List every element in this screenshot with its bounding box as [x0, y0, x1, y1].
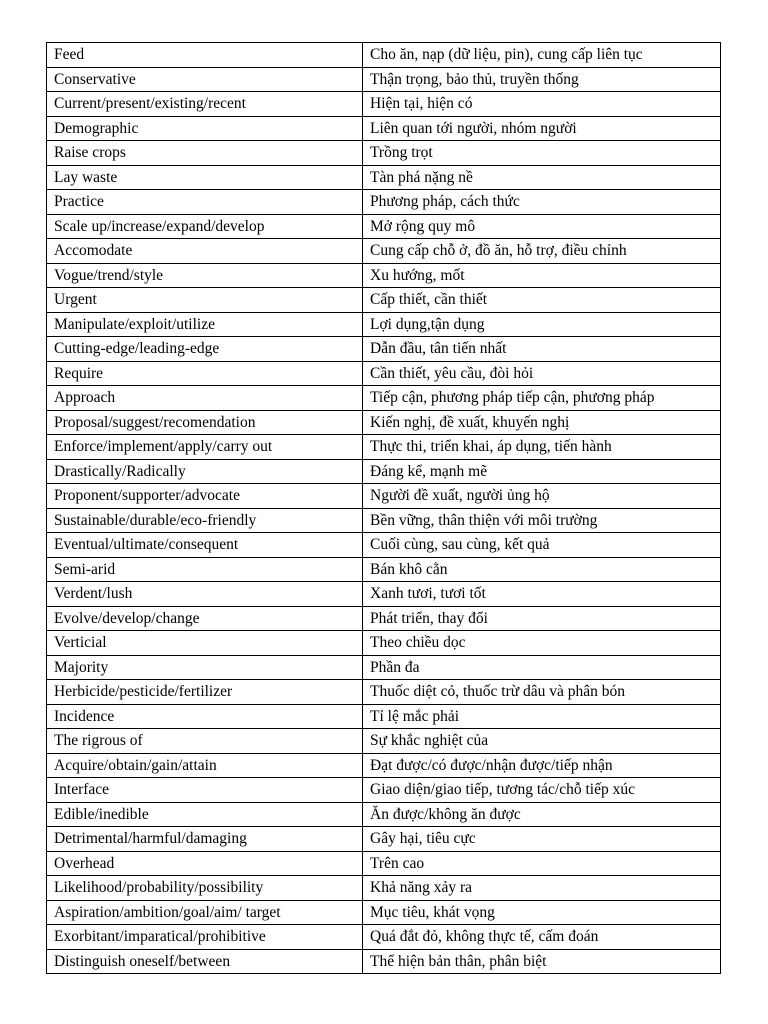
- table-row: [47, 949, 721, 974]
- vietnamese-meaning-cell: Thực thi, triển khai, áp dụng, tiến hành: [363, 435, 721, 460]
- table-row: [47, 214, 721, 239]
- table-row: [47, 263, 721, 288]
- vietnamese-meaning-cell: Trên cao: [363, 851, 721, 876]
- english-term-cell: Semi-arid: [47, 557, 363, 582]
- vietnamese-meaning-cell: Thận trọng, bảo thủ, truyền thống: [363, 67, 721, 92]
- vietnamese-meaning-cell: Cấp thiết, cần thiết: [363, 288, 721, 313]
- vietnamese-meaning-cell: Phát triển, thay đổi: [363, 606, 721, 631]
- table-row: [47, 67, 721, 92]
- english-term-cell: Urgent: [47, 288, 363, 313]
- english-term-cell: Likelihood/probability/possibility: [47, 876, 363, 901]
- vocabulary-table: [46, 42, 721, 974]
- english-term-cell: Lay waste: [47, 165, 363, 190]
- vietnamese-meaning-cell: Mục tiêu, khát vọng: [363, 900, 721, 925]
- table-row: [47, 606, 721, 631]
- english-term-cell: Edible/inedible: [47, 802, 363, 827]
- table-row: [47, 43, 721, 68]
- vietnamese-meaning-cell: Tàn phá nặng nề: [363, 165, 721, 190]
- vietnamese-meaning-cell: Đạt được/có được/nhận được/tiếp nhận: [363, 753, 721, 778]
- table-row: [47, 484, 721, 509]
- english-term-cell: Evolve/develop/change: [47, 606, 363, 631]
- vietnamese-meaning-cell: Cho ăn, nạp (dữ liệu, pin), cung cấp liên tục: [363, 43, 721, 68]
- vietnamese-meaning-cell: Phương pháp, cách thức: [363, 190, 721, 215]
- english-term-cell: The rigrous of: [47, 729, 363, 754]
- vietnamese-meaning-cell: Người đề xuất, người ủng hộ: [363, 484, 721, 509]
- english-term-cell: Proposal/suggest/recomendation: [47, 410, 363, 435]
- vietnamese-meaning-cell: Cung cấp chỗ ở, đồ ăn, hỗ trợ, điều chỉnh: [363, 239, 721, 264]
- english-term-cell: Interface: [47, 778, 363, 803]
- table-row: [47, 312, 721, 337]
- vietnamese-meaning-cell: Mở rộng quy mô: [363, 214, 721, 239]
- table-row: [47, 361, 721, 386]
- table-row: [47, 778, 721, 803]
- english-term-cell: Accomodate: [47, 239, 363, 264]
- table-row: [47, 851, 721, 876]
- english-term-cell: Verdent/lush: [47, 582, 363, 607]
- vietnamese-meaning-cell: Dẫn đầu, tân tiến nhất: [363, 337, 721, 362]
- english-term-cell: Vogue/trend/style: [47, 263, 363, 288]
- vietnamese-meaning-cell: Liên quan tới người, nhóm người: [363, 116, 721, 141]
- english-term-cell: Cutting-edge/leading-edge: [47, 337, 363, 362]
- english-term-cell: Raise crops: [47, 141, 363, 166]
- vietnamese-meaning-cell: Tỉ lệ mắc phải: [363, 704, 721, 729]
- vietnamese-meaning-cell: Trồng trọt: [363, 141, 721, 166]
- table-row: [47, 459, 721, 484]
- english-term-cell: Acquire/obtain/gain/attain: [47, 753, 363, 778]
- table-row: [47, 753, 721, 778]
- english-term-cell: Enforce/implement/apply/carry out: [47, 435, 363, 460]
- english-term-cell: Sustainable/durable/eco-friendly: [47, 508, 363, 533]
- table-row: [47, 876, 721, 901]
- vietnamese-meaning-cell: Ăn được/không ăn được: [363, 802, 721, 827]
- table-row: [47, 435, 721, 460]
- vietnamese-meaning-cell: Bền vững, thân thiện với môi trường: [363, 508, 721, 533]
- table-row: [47, 925, 721, 950]
- table-row: [47, 337, 721, 362]
- table-row: [47, 582, 721, 607]
- english-term-cell: Herbicide/pesticide/fertilizer: [47, 680, 363, 705]
- english-term-cell: Distinguish oneself/between: [47, 949, 363, 974]
- english-term-cell: Conservative: [47, 67, 363, 92]
- table-row: [47, 239, 721, 264]
- vietnamese-meaning-cell: Xanh tươi, tươi tốt: [363, 582, 721, 607]
- vietnamese-meaning-cell: Lợi dụng,tận dụng: [363, 312, 721, 337]
- english-term-cell: Scale up/increase/expand/develop: [47, 214, 363, 239]
- vietnamese-meaning-cell: Quá đắt đỏ, không thực tế, cấm đoán: [363, 925, 721, 950]
- vietnamese-meaning-cell: Kiến nghị, đề xuất, khuyến nghị: [363, 410, 721, 435]
- english-term-cell: Aspiration/ambition/goal/aim/ target: [47, 900, 363, 925]
- table-row: [47, 729, 721, 754]
- vietnamese-meaning-cell: Thuốc diệt cỏ, thuốc trừ dâu và phân bón: [363, 680, 721, 705]
- vietnamese-meaning-cell: Cần thiết, yêu cầu, đòi hỏi: [363, 361, 721, 386]
- english-term-cell: Eventual/ultimate/consequent: [47, 533, 363, 558]
- english-term-cell: Require: [47, 361, 363, 386]
- table-row: [47, 802, 721, 827]
- table-row: [47, 190, 721, 215]
- vietnamese-meaning-cell: Đáng kể, mạnh mẽ: [363, 459, 721, 484]
- vocabulary-table-body: [47, 43, 721, 974]
- vietnamese-meaning-cell: Cuối cùng, sau cùng, kết quả: [363, 533, 721, 558]
- table-row: [47, 631, 721, 656]
- english-term-cell: Demographic: [47, 116, 363, 141]
- english-term-cell: Detrimental/harmful/damaging: [47, 827, 363, 852]
- table-row: [47, 288, 721, 313]
- table-row: [47, 557, 721, 582]
- vietnamese-meaning-cell: Tiếp cận, phương pháp tiếp cận, phương pháp: [363, 386, 721, 411]
- english-term-cell: Exorbitant/imparatical/prohibitive: [47, 925, 363, 950]
- vietnamese-meaning-cell: Hiện tại, hiện có: [363, 92, 721, 117]
- table-row: [47, 704, 721, 729]
- vietnamese-meaning-cell: Khả năng xảy ra: [363, 876, 721, 901]
- table-row: [47, 680, 721, 705]
- english-term-cell: Current/present/existing/recent: [47, 92, 363, 117]
- english-term-cell: Majority: [47, 655, 363, 680]
- vietnamese-meaning-cell: Bán khô cằn: [363, 557, 721, 582]
- vietnamese-meaning-cell: Theo chiều dọc: [363, 631, 721, 656]
- english-term-cell: Incidence: [47, 704, 363, 729]
- table-row: [47, 900, 721, 925]
- vietnamese-meaning-cell: Gây hại, tiêu cực: [363, 827, 721, 852]
- table-row: [47, 386, 721, 411]
- table-row: [47, 410, 721, 435]
- vietnamese-meaning-cell: Phần đa: [363, 655, 721, 680]
- english-term-cell: Drastically/Radically: [47, 459, 363, 484]
- english-term-cell: Manipulate/exploit/utilize: [47, 312, 363, 337]
- table-row: [47, 165, 721, 190]
- english-term-cell: Approach: [47, 386, 363, 411]
- table-row: [47, 827, 721, 852]
- english-term-cell: Overhead: [47, 851, 363, 876]
- vietnamese-meaning-cell: Giao diện/giao tiếp, tương tác/chỗ tiếp xúc: [363, 778, 721, 803]
- table-row: [47, 141, 721, 166]
- table-row: [47, 533, 721, 558]
- english-term-cell: Proponent/supporter/advocate: [47, 484, 363, 509]
- table-row: [47, 116, 721, 141]
- english-term-cell: Feed: [47, 43, 363, 68]
- table-row: [47, 655, 721, 680]
- vietnamese-meaning-cell: Xu hướng, mốt: [363, 263, 721, 288]
- table-row: [47, 92, 721, 117]
- english-term-cell: Verticial: [47, 631, 363, 656]
- table-row: [47, 508, 721, 533]
- english-term-cell: Practice: [47, 190, 363, 215]
- vietnamese-meaning-cell: Thể hiện bản thân, phân biệt: [363, 949, 721, 974]
- vietnamese-meaning-cell: Sự khắc nghiệt của: [363, 729, 721, 754]
